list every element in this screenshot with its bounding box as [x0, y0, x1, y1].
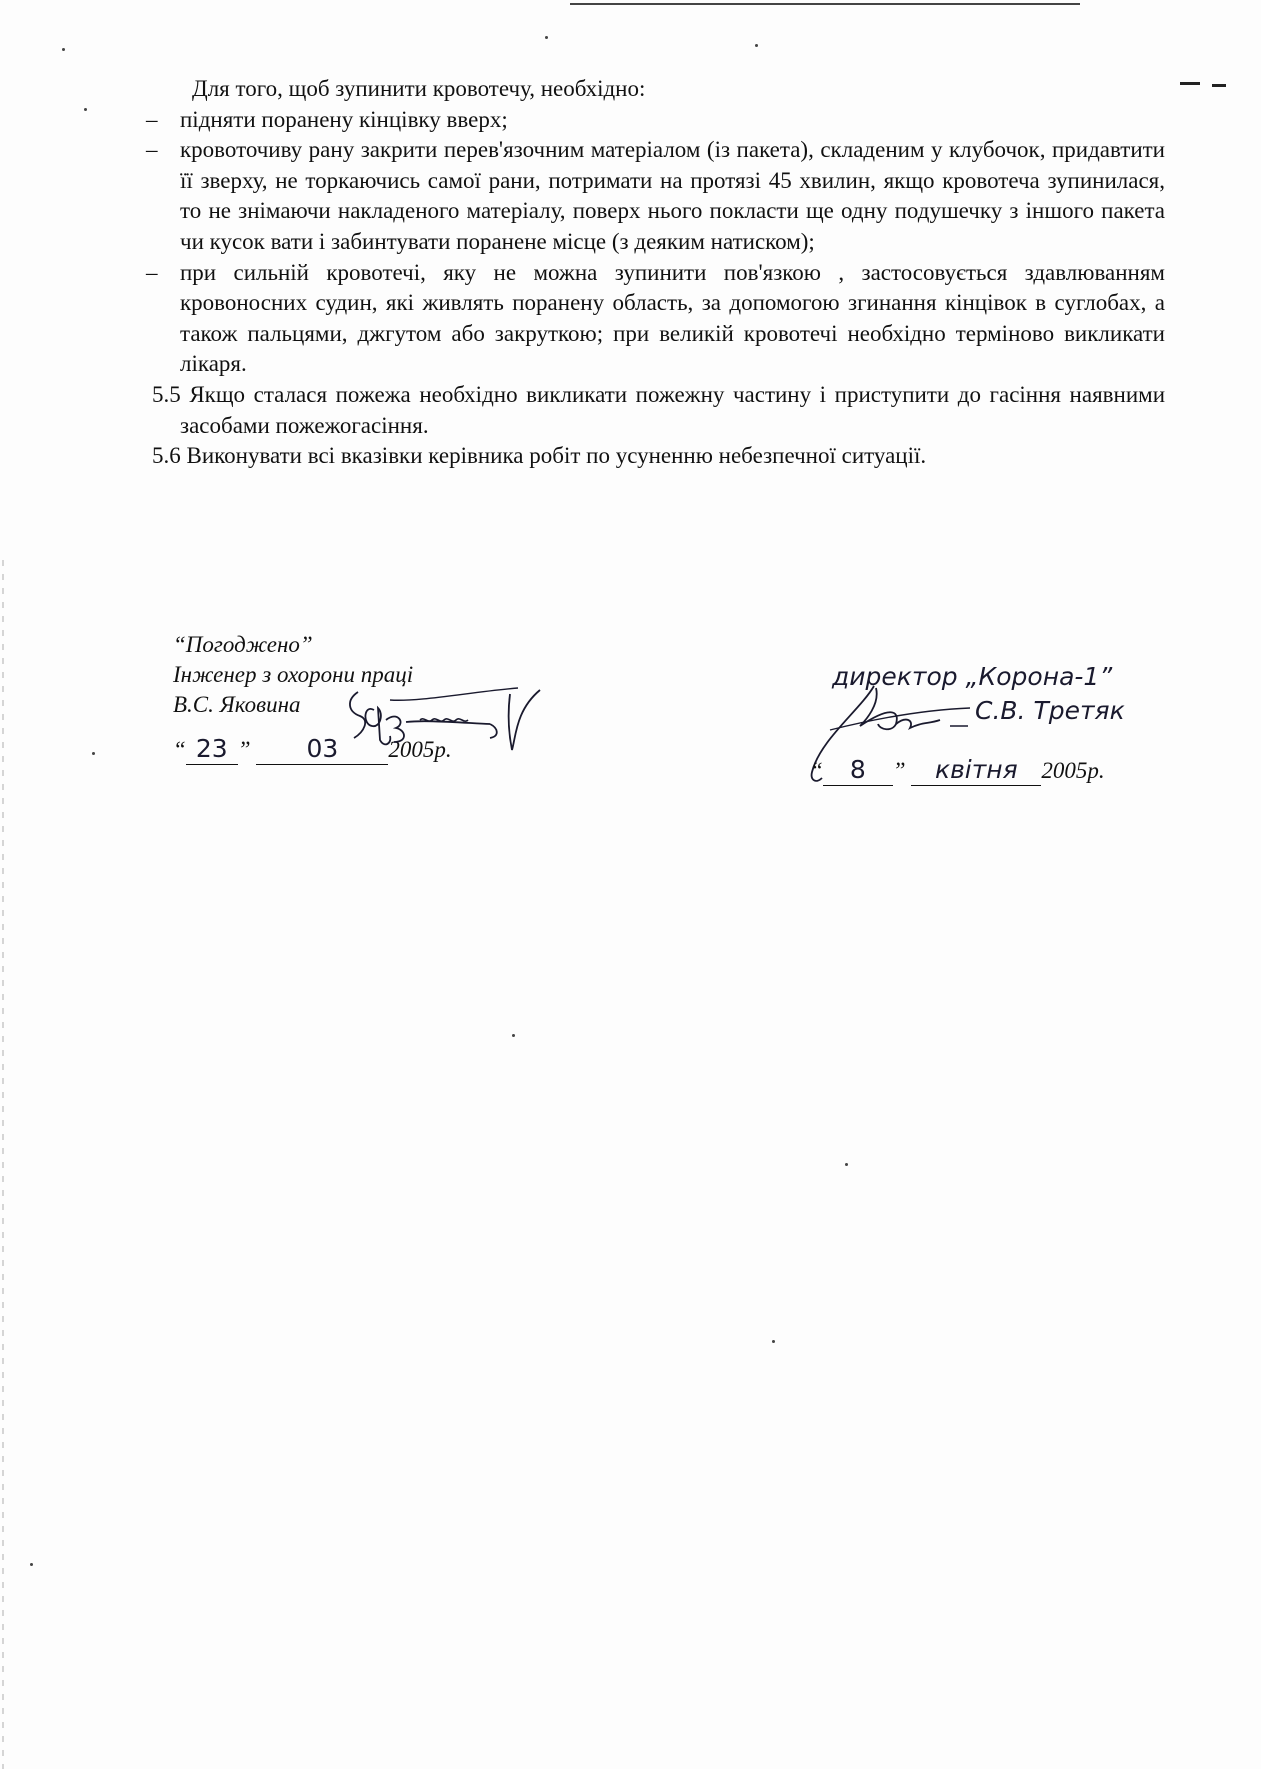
bullet-item: [146, 258, 1165, 380]
date-day: 8: [823, 755, 893, 786]
bullet-item: [146, 105, 1165, 136]
scan-speck: [755, 44, 758, 47]
bullet-item: [146, 135, 1165, 257]
approval-right: [810, 755, 1105, 786]
date-year: 2005р.: [388, 737, 452, 762]
section-5-5: 5.5 Якщо сталася пожежа необхідно викликати пожежну частину і приступити до гасіння наявними засобами пожежогасіння.: [152, 381, 1165, 438]
scan-speck: [84, 108, 87, 111]
scan-edge-artifact: [2, 560, 4, 1769]
intro-line: Для того, щоб зупинити кровотечу, необхідно:: [192, 76, 646, 101]
date-close-quote: ”: [892, 758, 906, 783]
scan-speck: [772, 1340, 775, 1343]
bullet-dash: –: [146, 137, 158, 163]
scan-artifact-dash: [1180, 82, 1200, 85]
instruction-text: [146, 74, 1165, 472]
approval-date: [173, 734, 452, 765]
approval-name: В.С. Яковина: [173, 692, 301, 717]
bullet-dash: –: [146, 259, 158, 285]
scan-speck: [92, 752, 95, 755]
director-name-handwritten: С.В. Третяк: [975, 696, 1125, 725]
date-open-quote: “: [810, 758, 823, 783]
scan-speck: [545, 36, 548, 39]
bullet-dash: –: [146, 106, 158, 132]
section-5-6: 5.6 Виконувати всі вказівки керівника робіт по усуненню небезпечної ситуації.: [152, 443, 927, 469]
approval-label: “Погоджено”: [173, 632, 313, 657]
date-day: 23: [186, 734, 238, 765]
date-open-quote: “: [173, 737, 186, 762]
director-title-handwritten: директор „Корона-1”: [832, 662, 1113, 691]
scan-speck: [512, 1034, 515, 1037]
bullet-text: кровоточиву рану закрити перев'язочним матеріалом (із пакета), складеним у клубочок, придавтити її зверху, не торкаючись самої рани, потримати на протязі 45 хвилин, якщо кровотеча зупинилася, то не знімаючи накладеного матеріалу, поверх нього покласти ще одну подушечку з іншого пакета чи кусок вати і забинтувати поранене місце (з деяким натиском);: [180, 137, 1165, 254]
approval-left: [173, 630, 452, 765]
bullet-text: при сильній кровотечі, яку не можна зупинити пов'язкою , застосовується здавлюванням кровоносних судин, які живлять поранену область, за допомогою згинання кінцівок в суглобах, а також пальцями, джгутом або закруткою; при великій кровотечі необхідно терміново викликати лікаря.: [180, 259, 1165, 377]
date-close-quote: ”: [237, 737, 251, 762]
scan-speck: [30, 1563, 33, 1566]
scan-artifact-line: [570, 3, 1080, 5]
bullet-text: підняти поранену кінцівку вверх;: [180, 106, 508, 132]
date-year: 2005р.: [1041, 758, 1105, 783]
approval-date: [810, 755, 1105, 786]
approval-position: Інженер з охорони праці: [173, 662, 414, 687]
date-month: квітня: [911, 755, 1041, 786]
date-month: 03: [256, 734, 388, 765]
scan-speck: [845, 1163, 848, 1166]
scan-speck: [62, 48, 65, 51]
scan-artifact-dash: [1212, 84, 1226, 87]
